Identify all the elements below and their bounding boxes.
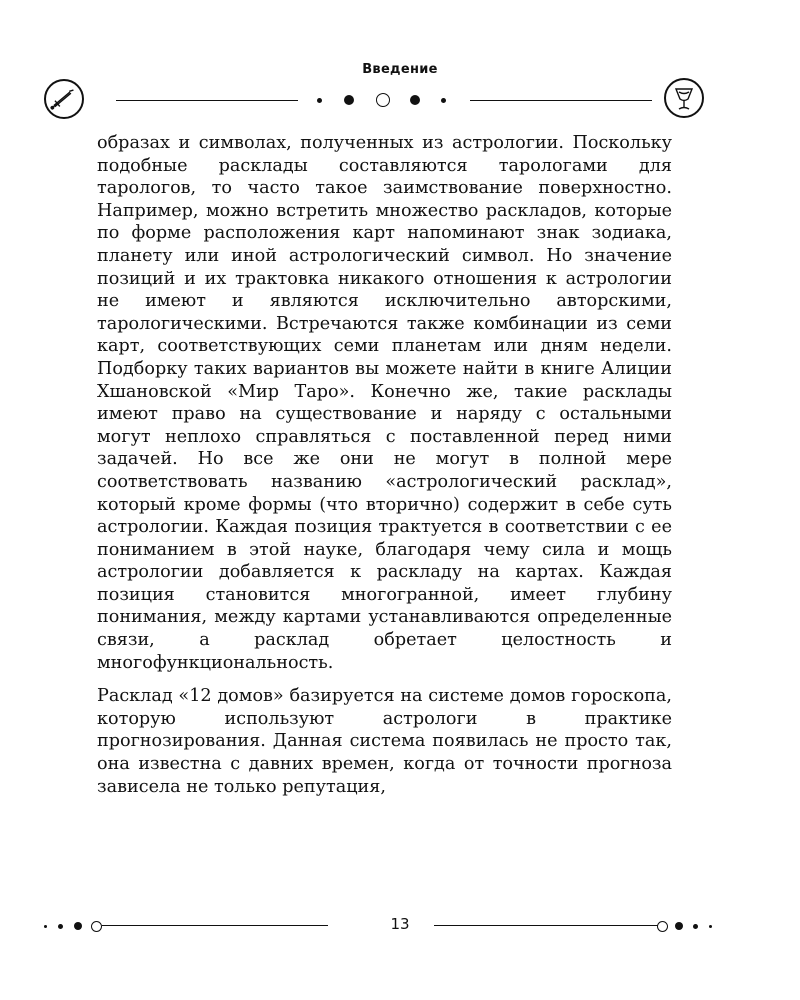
sword-icon (46, 81, 82, 117)
ornament-dot (675, 922, 683, 930)
ornament-dot (317, 98, 322, 103)
ornament-ring (657, 921, 668, 932)
running-header-title: Введение (362, 62, 438, 77)
page-number: 13 (390, 915, 410, 933)
ornament-dot (709, 925, 712, 928)
header-rule-left (116, 100, 298, 101)
footer-rule-right (434, 925, 658, 926)
body-text (97, 132, 672, 809)
ornament-ring (376, 93, 390, 107)
ornament-dot (441, 98, 446, 103)
paragraph: Расклад «12 домов» базируется на системе домов гороскопа, которую используют астрологи в практике прогнозирования. Данная система появилась не просто так, она известна с давних времен, когда от точности прогноза зависела не только репутация, (97, 686, 672, 797)
ornament-dot (344, 95, 354, 105)
ornament-dot (693, 924, 698, 929)
sword-medallion-icon (44, 79, 84, 119)
cup-icon (666, 80, 702, 116)
cup-medallion-icon (664, 78, 704, 118)
paragraph: образах и символах, полученных из астрологии. Поскольку подобные расклады составляются тарологами для тарологов, то часто такое заимствование поверхностно. Например, можно встретить множество раскладов, которые по форме расположения карт напоминают знак зодиака, планету или иной астрологический символ. Но значение позиций и их трактовка никакого отношения к астрологии не имеют и являются исключительно авторскими, тарологическими. Встречаются также комбинации из семи карт, соответствующих семи планетам или дням недели. Подборку таких вариантов вы можете найти в книге Алиции Хшановской «Мир Таро». Конечно же, такие расклады имеют право на существование и наряду с остальными могут неплохо справляться с поставленной перед ними задачей. Но все же они не могут в полной мере соответствовать названию «астрологический расклад», который кроме формы (что вторично) содержит в себе суть астрологии. Каждая позиция трактуется в соответствии с ее пониманием в этой науке, благодаря чему сила и мощь астрологии добавляется к раскладу на картах. Каждая позиция становится многогранной, имеет глубину понимания, между картами устанавливаются определенные связи, а расклад обретает целостность и многофункциональность. (97, 133, 672, 673)
header-rule-right (470, 100, 652, 101)
ornament-dot (410, 95, 420, 105)
